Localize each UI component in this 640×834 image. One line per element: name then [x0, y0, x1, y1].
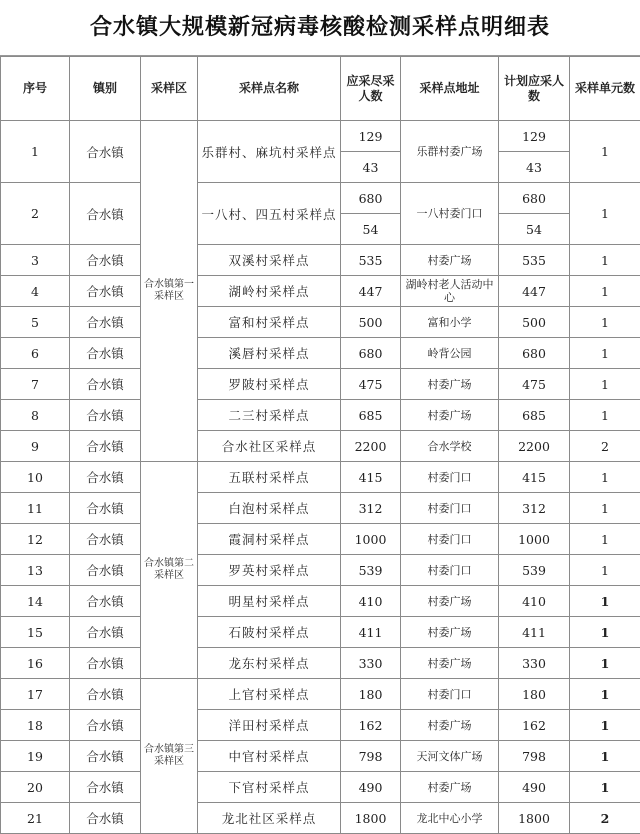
cell-town: 合水镇	[70, 803, 141, 834]
cell-town: 合水镇	[70, 679, 141, 710]
cell-seq: 10	[1, 462, 70, 493]
cell-addr: 村委广场	[401, 648, 499, 679]
cell-should: 415	[341, 462, 401, 493]
cell-name: 罗陂村采样点	[198, 369, 341, 400]
cell-seq: 21	[1, 803, 70, 834]
cell-seq: 20	[1, 772, 70, 803]
table-row	[1, 338, 640, 369]
cell-name: 洋田村采样点	[198, 710, 341, 741]
cell-addr: 村委门口	[401, 462, 499, 493]
cell-units: 1	[570, 245, 640, 276]
cell-seq: 12	[1, 524, 70, 555]
cell-name: 湖岭村采样点	[198, 276, 341, 307]
table-row	[1, 648, 640, 679]
cell-name: 霞洞村采样点	[198, 524, 341, 555]
cell-addr: 合水学校	[401, 431, 499, 462]
cell-plan: 490	[499, 772, 570, 803]
cell-units: 1	[570, 679, 640, 710]
table-row	[1, 524, 640, 555]
cell-should: 330	[341, 648, 401, 679]
cell-town: 合水镇	[70, 276, 141, 307]
header-area: 采样区	[141, 57, 198, 121]
cell-town: 合水镇	[70, 183, 141, 245]
table-row	[1, 617, 640, 648]
cell-should: 1800	[341, 803, 401, 834]
cell-plan: 410	[499, 586, 570, 617]
cell-addr: 一八村委门口	[401, 183, 499, 245]
table-row	[1, 555, 640, 586]
cell-plan: 680	[499, 338, 570, 369]
cell-plan: 43	[499, 152, 570, 183]
cell-addr: 村委广场	[401, 617, 499, 648]
cell-town: 合水镇	[70, 338, 141, 369]
cell-town: 合水镇	[70, 400, 141, 431]
table-row	[1, 679, 640, 710]
cell-should: 490	[341, 772, 401, 803]
cell-should: 411	[341, 617, 401, 648]
cell-units: 1	[570, 772, 640, 803]
cell-name: 乐群村、麻坑村采样点	[198, 121, 341, 183]
cell-units: 1	[570, 307, 640, 338]
cell-addr: 村委广场	[401, 586, 499, 617]
cell-addr: 湖岭村老人活动中心	[401, 276, 499, 307]
cell-name: 中官村采样点	[198, 741, 341, 772]
cell-units: 1	[570, 121, 640, 183]
cell-seq: 1	[1, 121, 70, 183]
cell-name: 罗英村采样点	[198, 555, 341, 586]
header-plan: 计划应采人数	[499, 57, 570, 121]
cell-name: 下官村采样点	[198, 772, 341, 803]
cell-should: 680	[341, 338, 401, 369]
cell-area-2: 合水镇第二采样区	[141, 462, 198, 679]
cell-should: 129	[341, 121, 401, 152]
cell-name: 上官村采样点	[198, 679, 341, 710]
cell-plan: 129	[499, 121, 570, 152]
table-row	[1, 772, 640, 803]
table-header-row	[1, 57, 640, 121]
cell-town: 合水镇	[70, 524, 141, 555]
cell-seq: 2	[1, 183, 70, 245]
cell-addr: 村委广场	[401, 710, 499, 741]
cell-units: 1	[570, 586, 640, 617]
cell-plan: 685	[499, 400, 570, 431]
cell-name: 龙北社区采样点	[198, 803, 341, 834]
header-name: 采样点名称	[198, 57, 341, 121]
cell-addr: 村委广场	[401, 400, 499, 431]
table-row	[1, 493, 640, 524]
cell-addr: 村委门口	[401, 679, 499, 710]
cell-plan: 162	[499, 710, 570, 741]
cell-town: 合水镇	[70, 431, 141, 462]
cell-seq: 11	[1, 493, 70, 524]
cell-units: 1	[570, 493, 640, 524]
cell-town: 合水镇	[70, 462, 141, 493]
cell-plan: 1800	[499, 803, 570, 834]
cell-addr: 龙北中心小学	[401, 803, 499, 834]
cell-should: 43	[341, 152, 401, 183]
cell-seq: 4	[1, 276, 70, 307]
cell-should: 539	[341, 555, 401, 586]
table-row	[1, 245, 640, 276]
table-row	[1, 369, 640, 400]
cell-seq: 14	[1, 586, 70, 617]
cell-town: 合水镇	[70, 710, 141, 741]
cell-should: 162	[341, 710, 401, 741]
cell-name: 合水社区采样点	[198, 431, 341, 462]
cell-units: 1	[570, 524, 640, 555]
cell-seq: 9	[1, 431, 70, 462]
cell-seq: 16	[1, 648, 70, 679]
cell-town: 合水镇	[70, 772, 141, 803]
cell-name: 双溪村采样点	[198, 245, 341, 276]
cell-town: 合水镇	[70, 121, 141, 183]
table-row	[1, 183, 640, 214]
cell-should: 2200	[341, 431, 401, 462]
cell-units: 1	[570, 183, 640, 245]
cell-name: 二三村采样点	[198, 400, 341, 431]
cell-seq: 7	[1, 369, 70, 400]
cell-seq: 13	[1, 555, 70, 586]
cell-plan: 312	[499, 493, 570, 524]
table-row	[1, 400, 640, 431]
cell-plan: 798	[499, 741, 570, 772]
sampling-points-table	[0, 56, 640, 834]
cell-seq: 15	[1, 617, 70, 648]
page-title: 合水镇大规模新冠病毒核酸检测采样点明细表	[0, 0, 640, 56]
cell-units: 2	[570, 431, 640, 462]
cell-addr: 村委广场	[401, 772, 499, 803]
table-row	[1, 307, 640, 338]
cell-name: 龙东村采样点	[198, 648, 341, 679]
cell-plan: 535	[499, 245, 570, 276]
cell-units: 1	[570, 617, 640, 648]
cell-units: 1	[570, 276, 640, 307]
table-row	[1, 121, 640, 152]
cell-seq: 19	[1, 741, 70, 772]
cell-town: 合水镇	[70, 586, 141, 617]
cell-plan: 415	[499, 462, 570, 493]
cell-plan: 680	[499, 183, 570, 214]
cell-units: 1	[570, 462, 640, 493]
cell-addr: 乐群村委广场	[401, 121, 499, 183]
cell-addr: 富和小学	[401, 307, 499, 338]
cell-seq: 5	[1, 307, 70, 338]
cell-should: 475	[341, 369, 401, 400]
header-should: 应采尽采人数	[341, 57, 401, 121]
table-row	[1, 803, 640, 834]
cell-should: 447	[341, 276, 401, 307]
cell-should: 312	[341, 493, 401, 524]
cell-name: 溪唇村采样点	[198, 338, 341, 369]
cell-town: 合水镇	[70, 307, 141, 338]
cell-plan: 475	[499, 369, 570, 400]
cell-town: 合水镇	[70, 555, 141, 586]
cell-should: 685	[341, 400, 401, 431]
table-row	[1, 276, 640, 307]
cell-units: 1	[570, 369, 640, 400]
cell-seq: 6	[1, 338, 70, 369]
cell-plan: 500	[499, 307, 570, 338]
cell-units: 1	[570, 555, 640, 586]
cell-addr: 村委门口	[401, 524, 499, 555]
cell-addr: 村委广场	[401, 245, 499, 276]
cell-should: 54	[341, 214, 401, 245]
cell-units: 2	[570, 803, 640, 834]
cell-area-1: 合水镇第一采样区	[141, 121, 198, 462]
cell-addr: 岭背公园	[401, 338, 499, 369]
cell-name: 明星村采样点	[198, 586, 341, 617]
header-addr: 采样点地址	[401, 57, 499, 121]
cell-town: 合水镇	[70, 245, 141, 276]
cell-name: 五联村采样点	[198, 462, 341, 493]
table-row	[1, 586, 640, 617]
cell-town: 合水镇	[70, 493, 141, 524]
cell-plan: 539	[499, 555, 570, 586]
table-row	[1, 710, 640, 741]
header-seq: 序号	[1, 57, 70, 121]
cell-town: 合水镇	[70, 617, 141, 648]
cell-should: 680	[341, 183, 401, 214]
cell-addr: 村委广场	[401, 369, 499, 400]
cell-plan: 411	[499, 617, 570, 648]
header-town: 镇别	[70, 57, 141, 121]
cell-seq: 3	[1, 245, 70, 276]
cell-should: 1000	[341, 524, 401, 555]
cell-should: 798	[341, 741, 401, 772]
cell-area-3: 合水镇第三采样区	[141, 679, 198, 834]
cell-plan: 1000	[499, 524, 570, 555]
cell-should: 500	[341, 307, 401, 338]
cell-units: 1	[570, 741, 640, 772]
cell-units: 1	[570, 648, 640, 679]
table-row	[1, 741, 640, 772]
cell-town: 合水镇	[70, 648, 141, 679]
cell-plan: 2200	[499, 431, 570, 462]
cell-plan: 447	[499, 276, 570, 307]
cell-plan: 330	[499, 648, 570, 679]
cell-name: 一八村、四五村采样点	[198, 183, 341, 245]
cell-addr: 村委门口	[401, 555, 499, 586]
table-row	[1, 431, 640, 462]
cell-name: 石陂村采样点	[198, 617, 341, 648]
cell-addr: 天河文体广场	[401, 741, 499, 772]
cell-seq: 8	[1, 400, 70, 431]
cell-name: 白泡村采样点	[198, 493, 341, 524]
cell-addr: 村委门口	[401, 493, 499, 524]
cell-units: 1	[570, 710, 640, 741]
header-units: 采样单元数	[570, 57, 640, 121]
cell-should: 180	[341, 679, 401, 710]
cell-seq: 17	[1, 679, 70, 710]
cell-plan: 180	[499, 679, 570, 710]
cell-units: 1	[570, 338, 640, 369]
cell-plan: 54	[499, 214, 570, 245]
cell-seq: 18	[1, 710, 70, 741]
table-row	[1, 462, 640, 493]
cell-name: 富和村采样点	[198, 307, 341, 338]
cell-town: 合水镇	[70, 741, 141, 772]
cell-units: 1	[570, 400, 640, 431]
cell-town: 合水镇	[70, 369, 141, 400]
cell-should: 410	[341, 586, 401, 617]
cell-should: 535	[341, 245, 401, 276]
